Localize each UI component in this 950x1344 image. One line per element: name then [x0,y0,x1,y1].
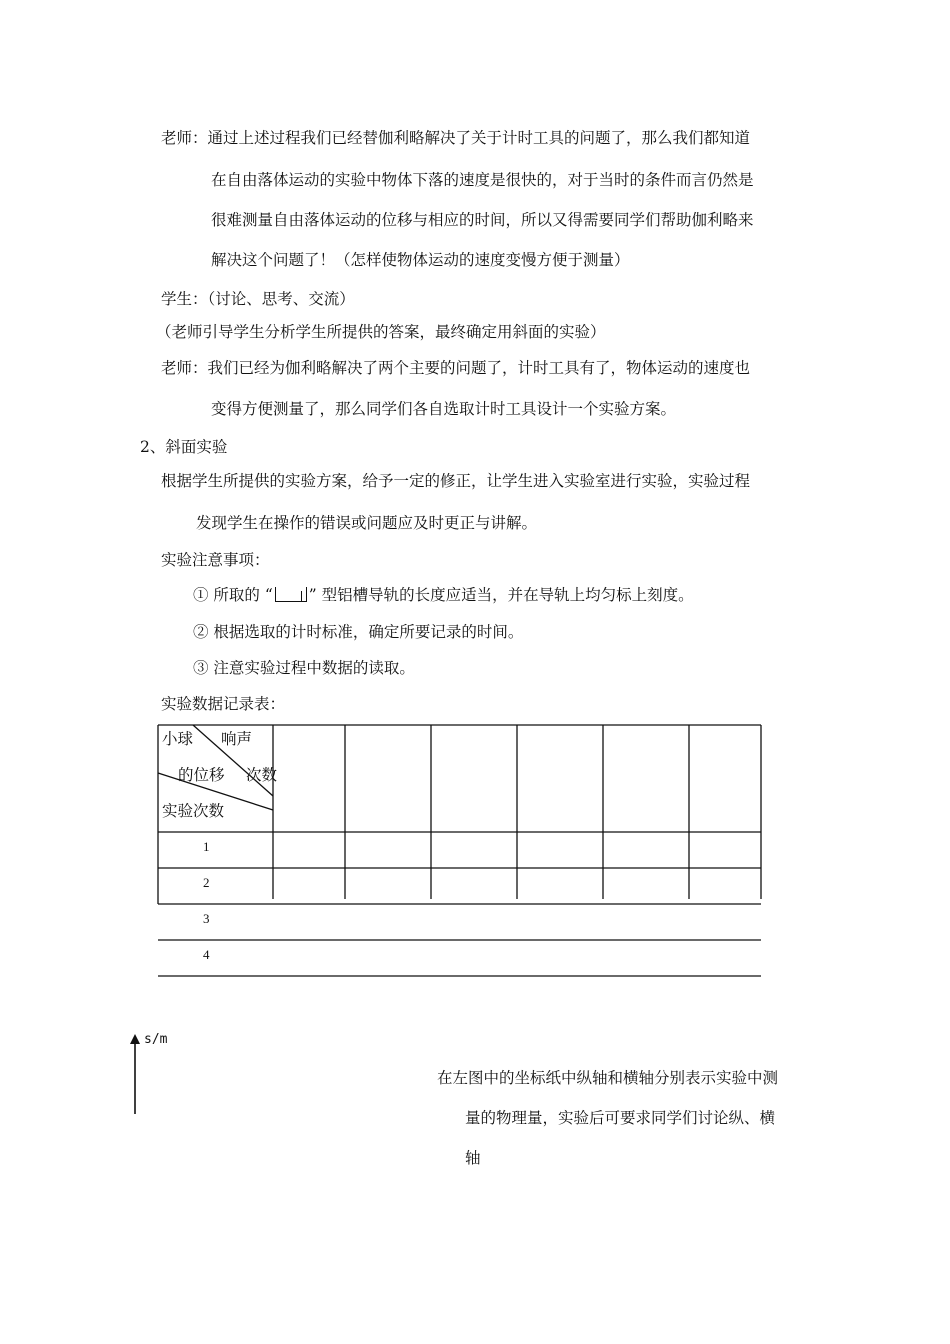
teacher-paragraph-1-line-4: 解决这个问题了！（怎样使物体运动的速度变慢方便于测量） [211,251,630,269]
teacher-paragraph-1-line-2: 在自由落体运动的实验中物体下落的速度是很快的，对于当时的条件而言仍然是 [211,171,754,189]
section-intro-line-1: 根据学生所提供的实验方案，给予一定的修正，让学生进入实验室进行实验，实验过程 [161,472,751,490]
table-row-label: 3 [203,911,210,926]
table-row-label: 1 [203,839,210,854]
teacher-paragraph-1-line-3: 很难测量自由落体运动的位移与相应的时间，所以又得需要同学们帮助伽利略来 [211,211,754,229]
note-2: ② 根据选取的计时标准，确定所要记录的时间。 [193,623,524,641]
student-paragraph: 学生：（讨论、思考、交流） [161,290,355,308]
note-3: ③ 注意实验过程中数据的读取。 [193,659,415,677]
note-1-prefix: ① 所取的 “ [193,586,273,604]
header-trial-number: 实验次数 [162,802,225,820]
teacher-paragraph-1-line-1: 老师：通过上述过程我们已经替伽利略解决了关于计时工具的问题了，那么我们都知道 [161,129,751,147]
axis-label: s/m [144,1032,168,1047]
table-row-label: 2 [203,875,210,890]
table-title: 实验数据记录表： [161,695,286,713]
teacher-paragraph-2-line-2: 变得方便测量了，那么同学们各自选取计时工具设计一个实验方案。 [211,400,677,418]
notes-title: 实验注意事项： [161,551,270,569]
table-row-label: 4 [203,947,210,962]
figure-description-line-2: 量的物理量，实验后可要求同学们讨论纵、横 [465,1109,776,1127]
section-intro-line-2: 发现学生在操作的错误或问题应及时更正与讲解。 [196,514,538,532]
figure-description-line-3: 轴 [465,1149,481,1167]
header-count: 次数 [246,766,278,784]
section-heading: 2、斜面实验 [140,438,228,456]
header-displacement: 的位移 [178,766,225,784]
header-sound: 响声 [221,730,253,748]
vertical-axis-arrow-icon [126,1034,146,1118]
figure-description-line-1: 在左图中的坐标纸中纵轴和横轴分别表示实验中测 [437,1069,779,1087]
note-1-suffix: ” 型铝槽导轨的长度应适当，并在导轨上均匀标上刻度。 [308,586,694,604]
teacher-paragraph-2-line-1: 老师：我们已经为伽利略解决了两个主要的问题了，计时工具有了，物体运动的速度也 [161,359,751,377]
teacher-guidance-note: （老师引导学生分析学生所提供的答案，最终确定用斜面的实验） [156,323,606,341]
header-ball: 小球 [162,730,194,748]
